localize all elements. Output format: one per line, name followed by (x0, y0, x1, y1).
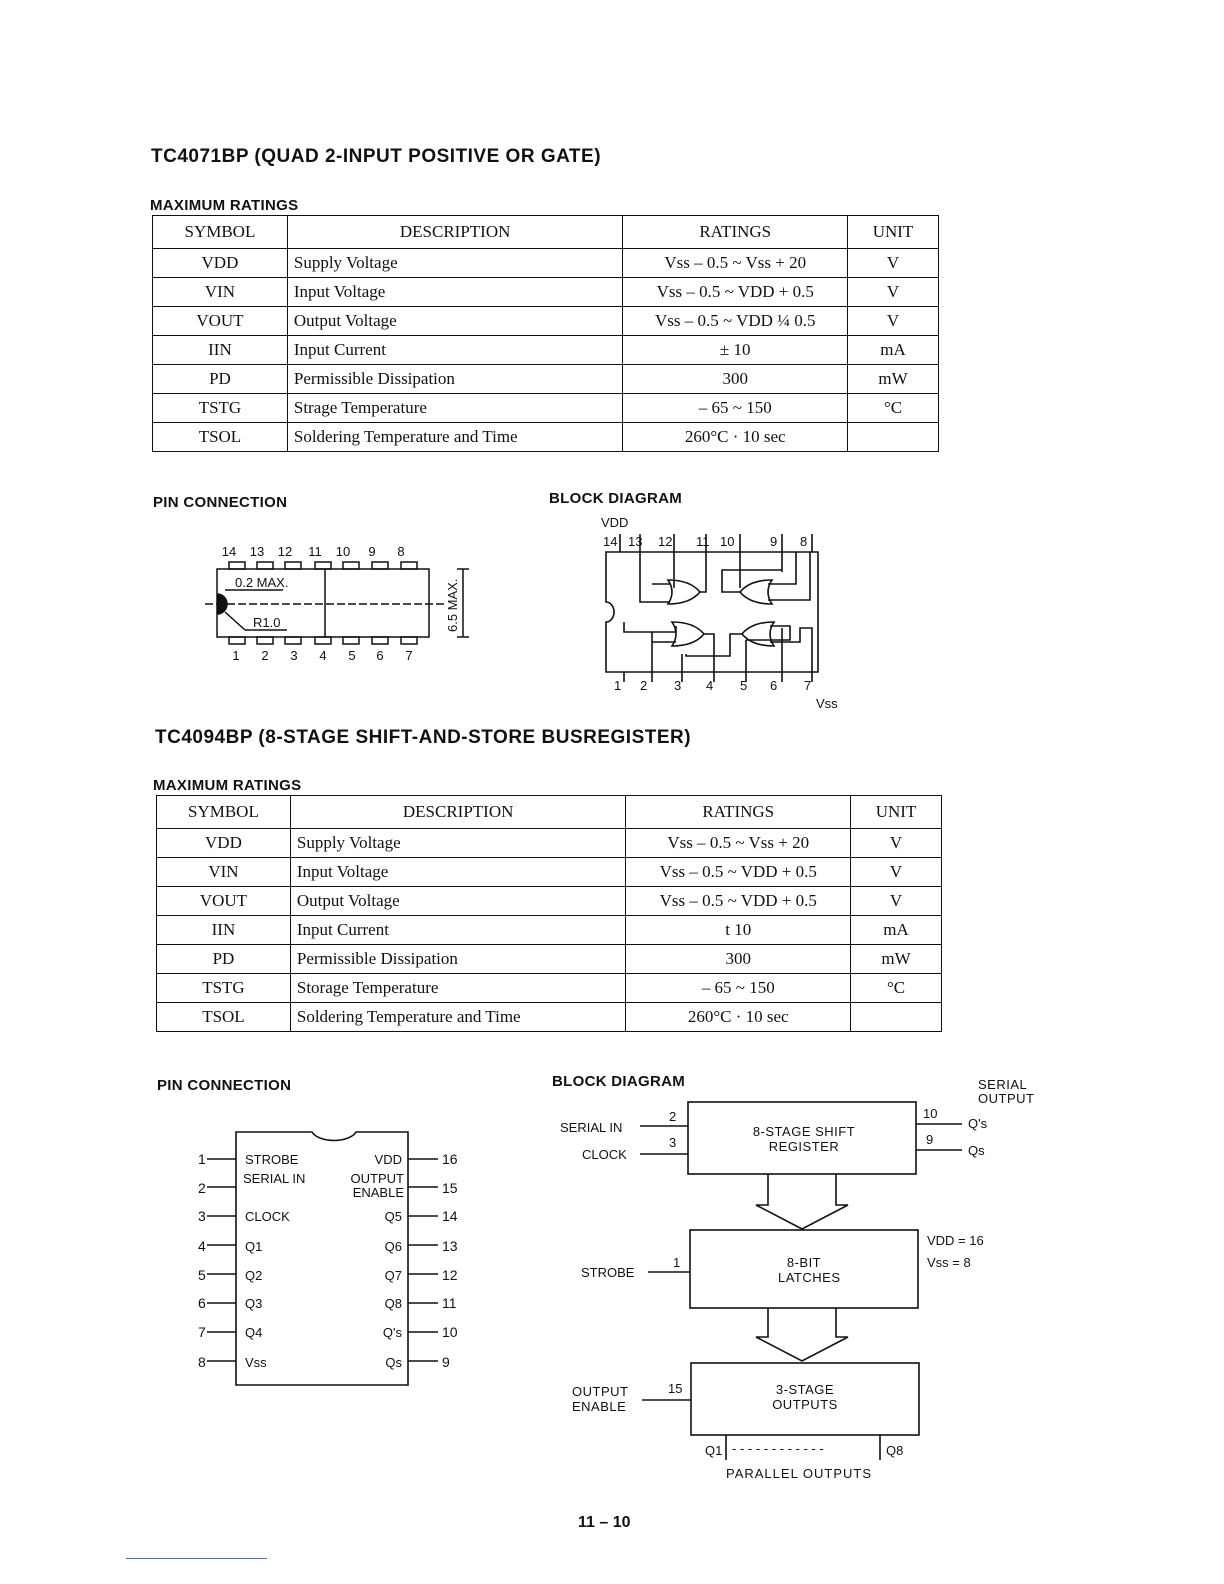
section1-ratings-table (152, 215, 939, 452)
section2-block-diagram (550, 1075, 1050, 1490)
symbol-cell: TSTG (153, 394, 288, 423)
pin-label: VDD (374, 1152, 402, 1167)
rating-cell: Vss – 0.5 ~ VDD + 0.5 (623, 278, 848, 307)
vdd-label: VDD (601, 515, 629, 530)
pin-number: 3 (198, 1208, 206, 1224)
description-cell: Strage Temperature (287, 394, 623, 423)
table-row (153, 278, 939, 307)
symbol-cell: VOUT (157, 887, 291, 916)
pkg-top-pin: 9 (368, 544, 376, 559)
pin-label: Q's (382, 1325, 402, 1340)
block-top-pin: 12 (658, 534, 673, 549)
pkg-top-pin: 11 (308, 544, 322, 559)
pin-number: 13 (442, 1238, 458, 1254)
rating-cell: 260°C · 10 sec (626, 1003, 851, 1032)
block-bottom-pin: 6 (770, 678, 778, 693)
pin-label: Q2 (245, 1268, 263, 1283)
pin-number: 15 (442, 1180, 458, 1196)
block-bottom-pin: 2 (640, 678, 648, 693)
section1-title: TC4071BP (QUAD 2-INPUT POSITIVE OR GATE) (151, 146, 602, 167)
block-bottom-pin: 5 (740, 678, 748, 693)
pkg-bottom-pin: 4 (319, 648, 327, 663)
symbol-cell: IIN (153, 336, 288, 365)
pin-label: SERIAL IN (243, 1172, 306, 1186)
pin-number: 6 (198, 1295, 206, 1311)
pin-label: Q8 (384, 1296, 402, 1311)
pin-number: 14 (442, 1208, 458, 1224)
unit-cell: °C (848, 394, 939, 423)
header-description: DESCRIPTION (287, 216, 623, 249)
block-bottom-pin: 7 (804, 678, 812, 693)
rating-cell: ± 10 (623, 336, 848, 365)
table-row (157, 974, 942, 1003)
rating-cell: Vss – 0.5 ~ Vss + 20 (626, 829, 851, 858)
description-cell: Permissible Dissipation (290, 945, 626, 974)
pin-label: Q1 (245, 1239, 263, 1254)
unit-cell: V (851, 887, 942, 916)
vss-label: Vss (816, 696, 838, 711)
pin-label: Qs (385, 1355, 402, 1370)
description-cell: Permissible Dissipation (287, 365, 623, 394)
table-row (153, 423, 939, 452)
section1-pin-heading: PIN CONNECTION (153, 494, 288, 511)
rating-cell: – 65 ~ 150 (626, 974, 851, 1003)
symbol-cell: VOUT (153, 307, 288, 336)
pkg-dim-radius: R1.0 (253, 615, 281, 630)
description-cell: Output Voltage (287, 307, 623, 336)
pin-number: 2 (198, 1180, 206, 1196)
pin-3-label: 3 (669, 1135, 677, 1150)
block-top-pin: 14 (603, 534, 618, 549)
shift-register-label: 8-STAGE SHIFT REGISTER (752, 1124, 856, 1154)
header-description: DESCRIPTION (290, 796, 626, 829)
pkg-bottom-pin: 2 (261, 648, 269, 663)
unit-cell (848, 423, 939, 452)
section2-block-heading: BLOCK DIAGRAM (552, 1073, 686, 1090)
pin-label: Q6 (384, 1239, 402, 1254)
header-unit: UNIT (851, 796, 942, 829)
symbol-cell: TSOL (157, 1003, 291, 1032)
table-row (153, 365, 939, 394)
description-cell: Input Current (287, 336, 623, 365)
unit-cell: mA (848, 336, 939, 365)
parallel-dashes: - - - - - - - - - - - - (732, 1441, 824, 1456)
symbol-cell: PD (157, 945, 291, 974)
block-top-pin: 8 (800, 534, 808, 549)
table-header-row (153, 216, 939, 249)
output-enable-label: OUTPUT ENABLE (572, 1384, 629, 1414)
pin-9-label: 9 (926, 1132, 934, 1147)
block-top-pin: 9 (770, 534, 778, 549)
symbol-cell: TSOL (153, 423, 288, 452)
section2-pin-heading: PIN CONNECTION (157, 1077, 292, 1094)
symbol-cell: VIN (157, 858, 291, 887)
rating-cell: Vss – 0.5 ~ VDD + 0.5 (626, 858, 851, 887)
description-cell: Storage Temperature (290, 974, 626, 1003)
rating-cell: Vss – 0.5 ~ VDD ¼ 0.5 (623, 307, 848, 336)
rating-cell: 300 (626, 945, 851, 974)
pin-number: 7 (198, 1324, 206, 1340)
qs-label: Qs (968, 1143, 985, 1158)
header-ratings: RATINGS (626, 796, 851, 829)
section2-title: TC4094BP (8-STAGE SHIFT-AND-STORE BUSREGISTER) (155, 727, 692, 748)
header-symbol: SYMBOL (153, 216, 288, 249)
pin-label: Q5 (384, 1209, 402, 1224)
outputs-label: 3-STAGE OUTPUTS (772, 1382, 838, 1412)
block-top-pin: 11 (696, 534, 710, 549)
block-bottom-pin: 3 (674, 678, 682, 693)
pin-number: 16 (442, 1151, 458, 1167)
block-top-pin: 13 (628, 534, 643, 549)
pin-number: 12 (442, 1267, 458, 1283)
section1-block-diagram (590, 510, 860, 715)
parallel-outputs-label: PARALLEL OUTPUTS (726, 1466, 873, 1481)
pin-label: Q7 (384, 1268, 402, 1283)
rating-cell: – 65 ~ 150 (623, 394, 848, 423)
rating-cell: t 10 (626, 916, 851, 945)
strobe-label: STROBE (581, 1265, 635, 1280)
pin-2-label: 2 (669, 1109, 677, 1124)
pin-number: 1 (198, 1151, 206, 1167)
pkg-top-pin: 10 (335, 544, 351, 559)
symbol-cell: IIN (157, 916, 291, 945)
pkg-bottom-pin: 7 (405, 648, 413, 663)
pin-number: 11 (442, 1295, 457, 1311)
description-cell: Soldering Temperature and Time (290, 1003, 626, 1032)
table-row (157, 829, 942, 858)
pkg-bottom-pin: 3 (290, 648, 298, 663)
unit-cell: V (851, 858, 942, 887)
unit-cell: mW (851, 945, 942, 974)
qs-prime-label: Q's (968, 1116, 988, 1131)
pkg-top-pin: 8 (397, 544, 405, 559)
table-header-row (157, 796, 942, 829)
table-row (153, 249, 939, 278)
unit-cell: V (848, 278, 939, 307)
serial-in-label: SERIAL IN (560, 1120, 623, 1135)
pin-10-label: 10 (923, 1106, 938, 1121)
unit-cell: V (848, 249, 939, 278)
header-symbol: SYMBOL (157, 796, 291, 829)
table-row (153, 336, 939, 365)
pkg-bottom-pin: 5 (348, 648, 356, 663)
description-cell: Input Current (290, 916, 626, 945)
description-cell: Input Voltage (290, 858, 626, 887)
pin-label: STROBE (245, 1152, 299, 1167)
table-row (157, 916, 942, 945)
description-cell: Soldering Temperature and Time (287, 423, 623, 452)
rating-cell: Vss – 0.5 ~ Vss + 20 (623, 249, 848, 278)
pin-label: Vss (245, 1355, 267, 1370)
vdd-note: VDD = 16 (927, 1233, 984, 1248)
pkg-top-pin: 13 (249, 544, 265, 559)
rating-cell: Vss – 0.5 ~ VDD + 0.5 (626, 887, 851, 916)
unit-cell: °C (851, 974, 942, 1003)
table-row (153, 307, 939, 336)
pin-number: 8 (198, 1354, 206, 1370)
latches-label: 8-BIT LATCHES (778, 1255, 841, 1285)
rating-cell: 260°C · 10 sec (623, 423, 848, 452)
unit-cell: mA (851, 916, 942, 945)
section2-pin-diagram (190, 1125, 480, 1395)
clock-label: CLOCK (582, 1147, 627, 1162)
pkg-bottom-pin: 1 (232, 648, 240, 663)
pkg-top-pin: 12 (277, 544, 293, 559)
symbol-cell: VIN (153, 278, 288, 307)
section1-package-drawing (195, 540, 480, 670)
serial-output-label: SERIAL OUTPUT (978, 1078, 1035, 1106)
pin-15-label: 15 (668, 1381, 683, 1396)
table-row (157, 945, 942, 974)
table-row (153, 394, 939, 423)
symbol-cell: PD (153, 365, 288, 394)
vss-note: Vss = 8 (927, 1255, 971, 1270)
section1-ratings-heading: MAXIMUM RATINGS (150, 197, 299, 214)
pin-label: CLOCK (245, 1209, 290, 1224)
section2-ratings-heading: MAXIMUM RATINGS (153, 777, 302, 794)
symbol-cell: VDD (153, 249, 288, 278)
page-number: 11 – 10 (578, 1514, 631, 1531)
pkg-dim-width: 6.5 MAX. (445, 578, 460, 632)
block-bottom-pin: 1 (614, 678, 622, 693)
symbol-cell: VDD (157, 829, 291, 858)
pin-number: 10 (442, 1324, 458, 1340)
pkg-bottom-pin: 6 (376, 648, 384, 663)
pkg-top-pin: 14 (221, 544, 237, 559)
footer-divider (126, 1558, 267, 1559)
unit-cell: V (851, 829, 942, 858)
description-cell: Supply Voltage (290, 829, 626, 858)
section1-block-heading: BLOCK DIAGRAM (549, 490, 683, 507)
block-top-pin: 10 (720, 534, 735, 549)
description-cell: Supply Voltage (287, 249, 623, 278)
table-row (157, 887, 942, 916)
block-bottom-pin: 4 (706, 678, 714, 693)
pin-1-label: 1 (673, 1255, 681, 1270)
pkg-dim-thickness: 0.2 MAX. (235, 575, 289, 590)
header-unit: UNIT (848, 216, 939, 249)
symbol-cell: TSTG (157, 974, 291, 1003)
header-ratings: RATINGS (623, 216, 848, 249)
rating-cell: 300 (623, 365, 848, 394)
pin-label: Q3 (245, 1296, 263, 1311)
q1-label: Q1 (705, 1443, 723, 1458)
q8-label: Q8 (886, 1443, 904, 1458)
pin-number: 9 (442, 1354, 450, 1370)
description-cell: Input Voltage (287, 278, 623, 307)
pin-number: 5 (198, 1267, 206, 1283)
table-row (157, 1003, 942, 1032)
pin-number: 4 (198, 1238, 206, 1254)
unit-cell (851, 1003, 942, 1032)
table-row (157, 858, 942, 887)
unit-cell: V (848, 307, 939, 336)
section2-ratings-table (156, 795, 942, 1032)
unit-cell: mW (848, 365, 939, 394)
pin-label: OUTPUT ENABLE (350, 1172, 404, 1200)
pin-label: Q4 (245, 1325, 263, 1340)
description-cell: Output Voltage (290, 887, 626, 916)
